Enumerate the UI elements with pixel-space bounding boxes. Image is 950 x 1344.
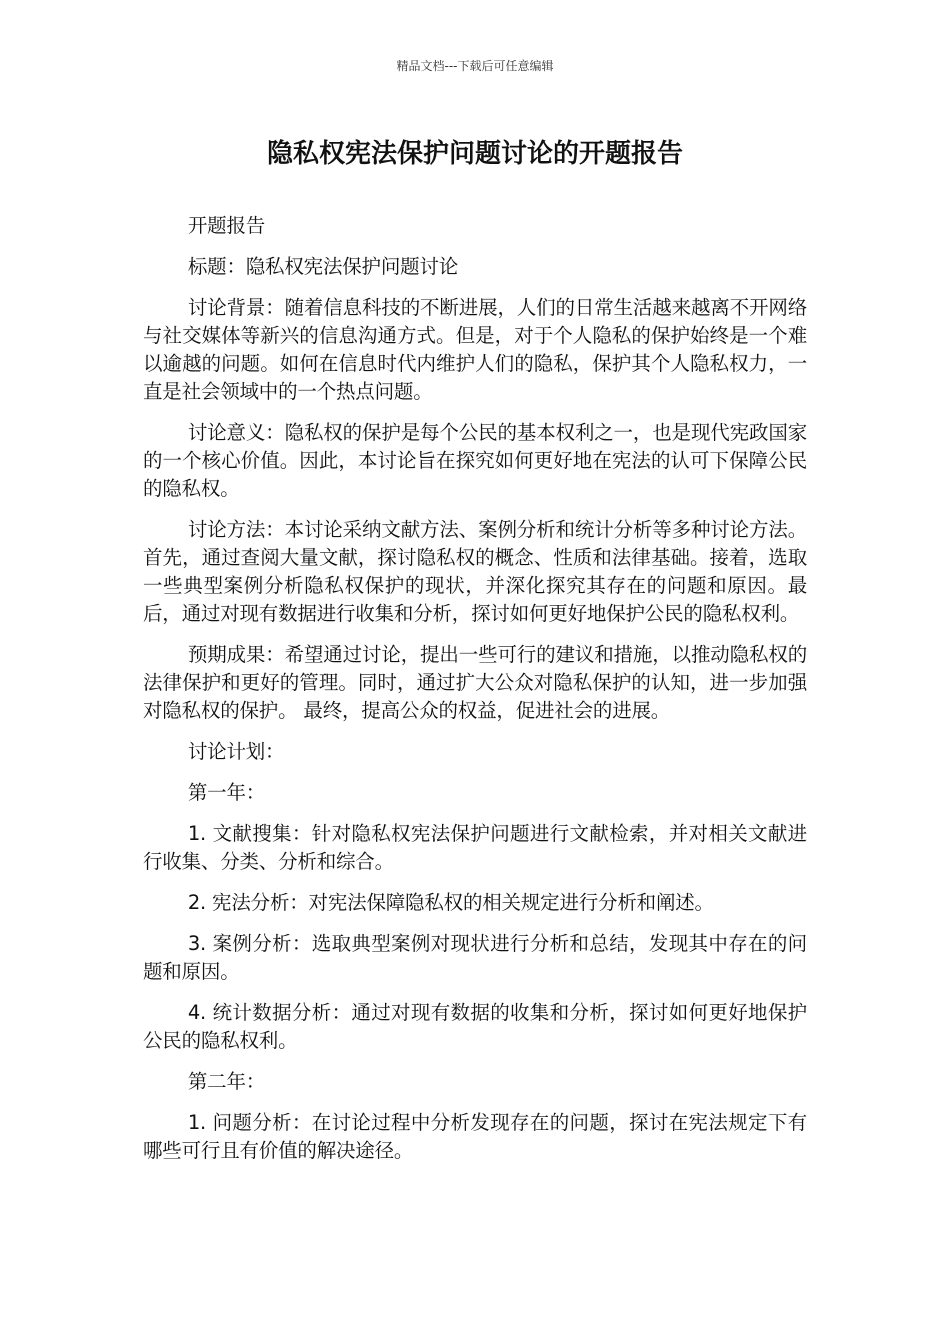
list-item: 3. 案例分析：选取典型案例对现状进行分析和总结，发现其中存在的问题和原因。 xyxy=(143,932,807,983)
paragraph-year-one: 第一年： xyxy=(187,781,266,804)
header-note: 精品文档---下载后可任意编辑 xyxy=(396,59,554,73)
paragraph-plan-heading: 讨论计划： xyxy=(187,740,285,763)
paragraph-report-label: 开题报告 xyxy=(187,214,266,237)
paragraph-year-two: 第二年： xyxy=(187,1070,266,1093)
list-item: 1. 问题分析：在讨论过程中分析发现存在的问题，探讨在宪法规定下有哪些可行且有价值的解决途径。 xyxy=(143,1111,807,1162)
document-body xyxy=(143,212,807,1178)
paragraph-subject: 标题：隐私权宪法保护问题讨论 xyxy=(187,255,459,278)
list-item: 1. 文献搜集：针对隐私权宪法保护问题进行文献检索，并对相关文献进行收集、分类、分析和综合。 xyxy=(143,822,807,873)
paragraph-expected-results: 预期成果：希望通过讨论，提出一些可行的建议和措施，以推动隐私权的法律保护和更好的管理。同时，通过扩大公众对隐私保护的认知，进一步加强对隐私权的保护。 最终，提高公众的权益，促进社会的进展。 xyxy=(143,643,807,722)
paragraph-methods: 讨论方法：本讨论采纳文献方法、案例分析和统计分析等多种讨论方法。 首先，通过查阅大量文献，探讨隐私权的概念、性质和法律基础。接着，选取一些典型案例分析隐私权保护的现状，并深化探究其存在的问题和原因。最后，通过对现有数据进行收集和分析，探讨如何更好地保护公民的隐私权利。 xyxy=(143,518,807,625)
paragraph-background: 讨论背景：随着信息科技的不断进展，人们的日常生活越来越离不开网络与社交媒体等新兴的信息沟通方式。但是，对于个人隐私的保护始终是一个难以逾越的问题。如何在信息时代内维护人们的隐私，保护其个人隐私权力，一直是社会领域中的一个热点问题。 xyxy=(143,296,807,403)
list-item: 4. 统计数据分析：通过对现有数据的收集和分析，探讨如何更好地保护公民的隐私权利。 xyxy=(143,1001,807,1052)
list-item: 2. 宪法分析：对宪法保障隐私权的相关规定进行分析和阐述。 xyxy=(187,891,714,914)
document-title: 隐私权宪法保护问题讨论的开题报告 xyxy=(266,139,683,169)
paragraph-significance: 讨论意义：隐私权的保护是每个公民的基本权利之一，也是现代宪政国家的一个核心价值。因此，本讨论旨在探究如何更好地在宪法的认可下保障公民的隐私权。 xyxy=(143,421,807,500)
